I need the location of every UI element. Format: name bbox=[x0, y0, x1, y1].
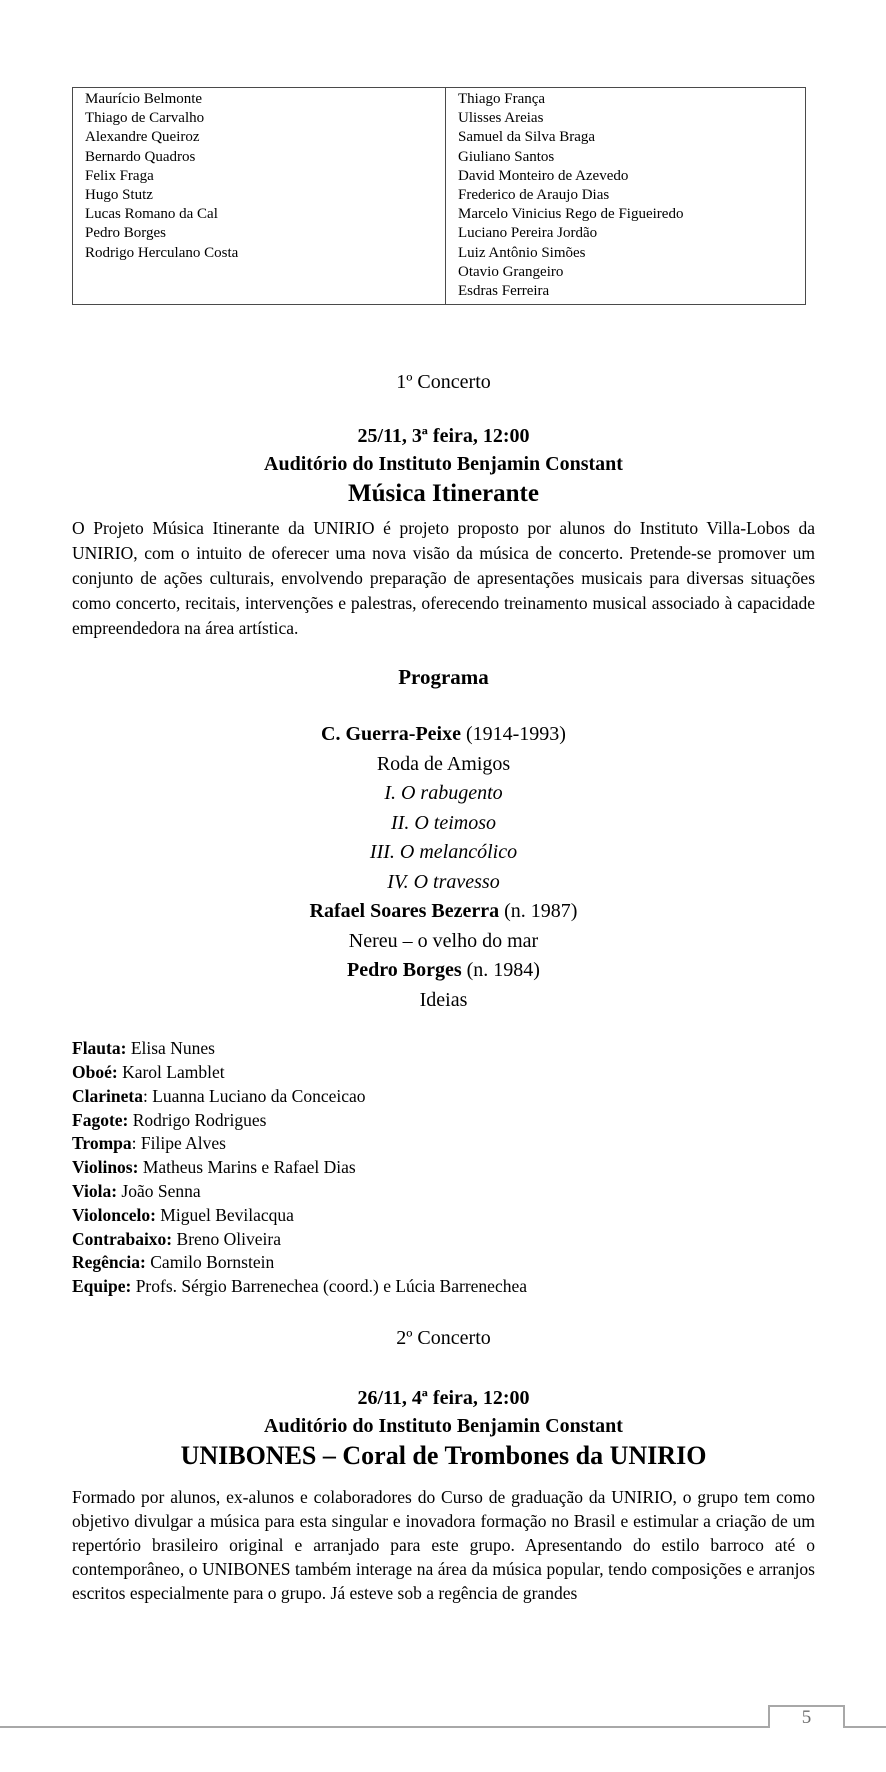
footer-rule-right bbox=[845, 1726, 886, 1728]
roster-name: Alexandre Queiroz bbox=[85, 129, 200, 146]
concert2-description: Formado por alunos, ex-alunos e colaboradores do Curso de graduação da UNIRIO, o grupo tem como objetivo divulgar a música para esta singular e inovadora formação no Brasil e estimular a criação de um repertório brasileiro original e arranjado para este grupo. Apresentando do estilo barroco até o contemporâneo, o UNIBONES também interage na área da música popular, tendo composições e arranjos escritos especialmente para o grupo. Já esteve sob a regência de grandes bbox=[72, 1487, 815, 1603]
piece-title: Roda de Amigos bbox=[376, 752, 511, 775]
performer-name: Rodrigo Rodrigues bbox=[128, 1109, 267, 1130]
movement-title: IV. O travesso bbox=[387, 870, 500, 893]
movement-title: I. O rabugento bbox=[384, 782, 503, 805]
performer-name: : Filipe Alves bbox=[131, 1133, 226, 1154]
roster-name: Lucas Romano da Cal bbox=[85, 206, 218, 223]
program-line bbox=[72, 927, 815, 957]
program-line bbox=[72, 779, 815, 809]
roster-name: Ulisses Areias bbox=[458, 110, 544, 127]
roster-table bbox=[72, 87, 806, 305]
composer-name: Rafael Soares Bezerra bbox=[309, 900, 500, 923]
movement-title: II. O teimoso bbox=[391, 811, 496, 834]
performer-line bbox=[72, 1061, 815, 1085]
program-line bbox=[72, 868, 815, 898]
program-heading: Programa bbox=[398, 665, 489, 690]
performer-name: : Luanna Luciano da Conceicao bbox=[142, 1085, 366, 1106]
instrument-label: Violoncelo: bbox=[72, 1204, 156, 1225]
roster-name: Giuliano Santos bbox=[458, 148, 555, 165]
performer-name: Karol Lamblet bbox=[117, 1062, 225, 1083]
performer-name: Profs. Sérgio Barrenechea (coord.) e Lúcia Barrenechea bbox=[131, 1276, 527, 1297]
instrument-label: Contrabaixo: bbox=[72, 1228, 173, 1249]
instrument-label: Clarineta bbox=[72, 1085, 143, 1106]
roster-name: Marcelo Vinicius Rego de Figueiredo bbox=[458, 206, 684, 223]
roster-name: Thiago de Carvalho bbox=[85, 110, 205, 127]
instrument-label: Fagote: bbox=[72, 1109, 129, 1130]
performers-list bbox=[72, 1037, 815, 1299]
roster-name: Thiago França bbox=[458, 91, 546, 107]
roster-name: Esdras Ferreira bbox=[458, 283, 550, 300]
roster-name: Rodrigo Herculano Costa bbox=[85, 244, 239, 261]
roster-name: Felix Fraga bbox=[85, 167, 154, 184]
performer-name: Camilo Bornstein bbox=[145, 1252, 275, 1273]
composer-dates: (1914-1993) bbox=[460, 723, 566, 746]
program-line bbox=[72, 809, 815, 839]
instrument-label: Regência: bbox=[72, 1252, 146, 1273]
instrument-label: Violinos: bbox=[72, 1157, 139, 1178]
piece-title: Nereu – o velho do mar bbox=[348, 929, 539, 952]
performer-line bbox=[72, 1085, 815, 1109]
roster-name: Pedro Borges bbox=[85, 225, 166, 242]
roster-name: Bernardo Quadros bbox=[85, 148, 196, 165]
roster-row bbox=[73, 88, 806, 305]
concert2-venue: Auditório do Instituto Benjamin Constant bbox=[264, 1415, 623, 1437]
program-line bbox=[72, 897, 815, 927]
performer-name: Elisa Nunes bbox=[126, 1038, 215, 1059]
concert1-header bbox=[72, 422, 815, 510]
performer-line bbox=[72, 1251, 815, 1275]
concert2-header bbox=[72, 1384, 815, 1472]
page-number: 5 bbox=[801, 1707, 812, 1728]
concert2-event-name: UNIBONES – Coral de Trombones da UNIRIO bbox=[180, 1441, 707, 1470]
concert1-datetime: 25/11, 3ª feira, 12:00 bbox=[357, 425, 530, 448]
performer-line bbox=[72, 1156, 815, 1180]
program-list bbox=[72, 720, 815, 1015]
program-line bbox=[72, 986, 815, 1016]
concert2-title: 2º Concerto bbox=[396, 1327, 491, 1349]
performer-line bbox=[72, 1275, 815, 1299]
concert1-venue: Auditório do Instituto Benjamin Constant bbox=[264, 453, 623, 476]
instrument-label: Equipe: bbox=[72, 1276, 132, 1297]
concert1-description: O Projeto Música Itinerante da UNIRIO é projeto proposto por alunos do Instituto Villa-Lobos da UNIRIO, com o intuito de oferecer uma nova visão da música de concerto. Pretende-se promover um conjunto de ações culturais, envolvendo preparação de apresentações musicais para diversas situações como concerto, recitais, intervenções e palestras, oferecendo treinamento musical associado à capacidade empreendedora na área artística. bbox=[72, 518, 815, 639]
performer-line bbox=[72, 1109, 815, 1133]
instrument-label: Flauta: bbox=[72, 1038, 127, 1059]
piece-title: Ideias bbox=[419, 988, 468, 1011]
concert2-datetime: 26/11, 4ª feira, 12:00 bbox=[357, 1387, 530, 1409]
program-line bbox=[72, 720, 815, 750]
program-line bbox=[72, 956, 815, 986]
concert1-title: 1º Concerto bbox=[396, 371, 491, 394]
instrument-label: Viola: bbox=[72, 1181, 118, 1202]
roster-name: Luiz Antônio Simões bbox=[458, 244, 586, 261]
performer-name: Miguel Bevilacqua bbox=[155, 1204, 294, 1225]
program-line bbox=[72, 750, 815, 780]
composer-name: Pedro Borges bbox=[347, 959, 462, 982]
performer-line bbox=[72, 1180, 815, 1204]
composer-name: C. Guerra-Peixe bbox=[321, 723, 461, 746]
performer-name: Breno Oliveira bbox=[172, 1228, 281, 1249]
roster-name: Luciano Pereira Jordão bbox=[458, 225, 598, 242]
instrument-label: Trompa bbox=[72, 1133, 132, 1154]
performer-name: João Senna bbox=[117, 1181, 201, 1202]
roster-cell-right bbox=[446, 88, 806, 305]
performer-name: Matheus Marins e Rafael Dias bbox=[138, 1157, 356, 1178]
roster-name: Hugo Stutz bbox=[85, 187, 153, 204]
roster-name: Samuel da Silva Braga bbox=[458, 129, 596, 146]
performer-line bbox=[72, 1132, 815, 1156]
performer-line bbox=[72, 1228, 815, 1252]
concert1-event-name: Música Itinerante bbox=[348, 480, 539, 508]
program-line bbox=[72, 838, 815, 868]
roster-name: Frederico de Araujo Dias bbox=[458, 187, 610, 204]
performer-line bbox=[72, 1204, 815, 1228]
instrument-label: Oboé: bbox=[72, 1062, 118, 1083]
roster-cell-left bbox=[73, 88, 446, 305]
footer-rule-left bbox=[0, 1726, 768, 1728]
roster-name: David Monteiro de Azevedo bbox=[458, 167, 629, 184]
movement-title: III. O melancólico bbox=[369, 841, 518, 864]
performer-line bbox=[72, 1037, 815, 1061]
roster-name: Otavio Grangeiro bbox=[458, 263, 564, 280]
composer-dates: (n. 1984) bbox=[461, 959, 540, 982]
page-number-box bbox=[768, 1705, 845, 1728]
roster-name: Maurício Belmonte bbox=[85, 91, 203, 107]
composer-dates: (n. 1987) bbox=[499, 900, 578, 923]
